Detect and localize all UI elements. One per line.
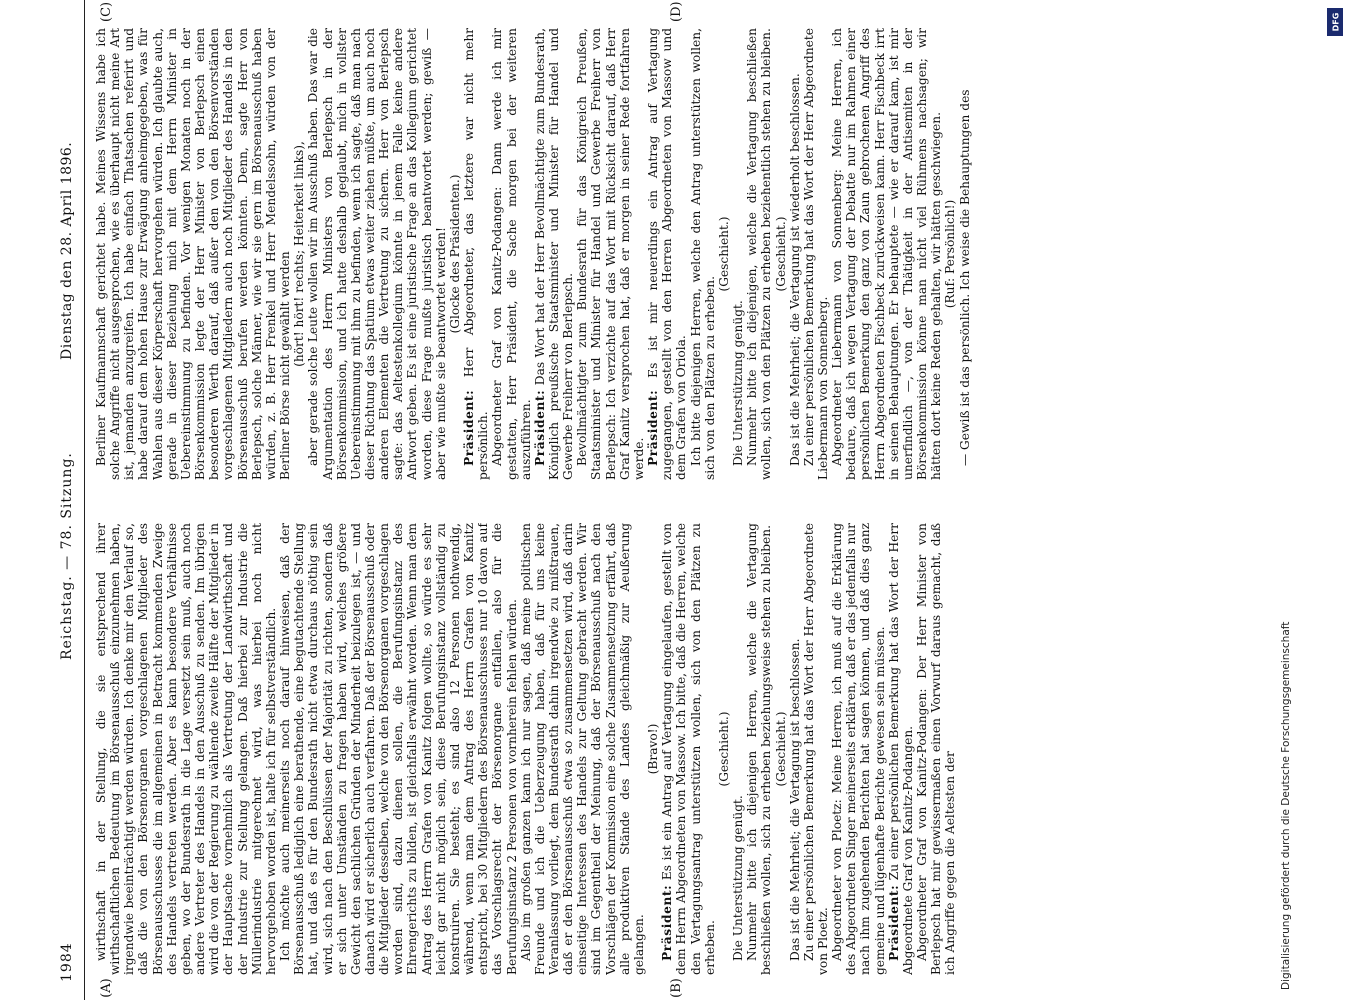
paragraph [94,523,278,975]
paragraph [788,28,802,480]
paragraph-text: Nunmehr bitte ich diejenigen, welche die Vertagung beschließen wollen, sich von den Plätzen zu erheben beziehentlich stehen zu bleiben. [745,28,774,480]
margin-mark-a: (A) [99,978,114,998]
paragraph-text: Zu einer persönlichen Bemerkung hat das Wort der Herr Abgeordnete Graf von Kanitz-Podangen. [886,523,915,975]
paragraph-text: Es ist ein Antrag auf Vertagung eingelaufen, gestellt von dem Herrn Abgeordneten von Massow. Ich bitte, daß die Herren, welche den Vertagungsantrag unterstützen wollen, sich von den Plätzen zu erheben. [660,523,717,975]
paragraph-text: Die Unterstützung genügt. [731,795,746,961]
paragraph-text: Nunmehr bitte ich diejenigen Herren, welche die Vertagung beschließen wollen, sich zu erheben beziehungsweise stehen zu bleiben. [745,523,774,975]
speaker-label: Präsident: [646,389,661,466]
paragraph-text: (Glocke des Präsidenten.) [447,174,462,334]
paragraph [462,28,490,480]
paragraph [278,523,519,975]
right-column [94,28,1244,480]
paragraph [830,28,943,480]
stage-direction [448,28,462,480]
paragraph-text: Bevollmächtigter zum Bundesrath für das Königreich Preußen, Staatsminister und Minister für Handel und Gewerbe Freiherr von Berlepsch: Ich verzichte auf das Wort mit Rücksicht darauf, daß Herr Graf Kanitz versprochen hat, daß er morgen in seiner Rede fortfahren werde. [575,28,646,480]
paragraph-text: Abgeordneter von Ploetz: Meine Herren, ich muß auf die Erklärung des Abgeordneten Singer meinerseits erklären, daß er das jedenfalls nur nach ihm zugehenden Berichten hat sagen können, und daß dies ganz gemeine und lügenhafte Berichte gewesen sein müssen. [830,523,887,975]
page-header [50,0,85,1000]
paragraph [958,28,972,480]
paragraph-text: Also im großen ganzen kann ich nur sagen, daß meine politischen Freunde und ich die Ueberzeugung haben, daß für uns keine Veranlassung vorliegt, dem Bundesrath dahin irgendwie zu mißtrauen, daß er den Börsenausschuß etwa so zusammensetzen wird, daß darin einseitige Interessen des Handels zur Geltung gebracht werden. Wir sind im Gegentheil der Meinung, daß der Börsenausschuß nach den Vorschlägen der Kommission eine solche Zusammensetzung erfährt, daß alle produktiven Stände des Landes gleichmäßig zur Aeußerung gelangen. [518,523,646,975]
paragraph-text: (Geschieht.) [773,711,788,787]
funding-credit: Digitalisierung gefördert durch die Deutsche Forschungsgemeinschaft [1280,621,1292,990]
paragraph [731,28,745,480]
paragraph [788,523,802,975]
speaker-label: Präsident: [660,884,675,961]
stage-direction [943,28,957,480]
speaker-label: Präsident: [532,389,547,466]
paragraph-text: Zu einer persönlichen Bemerkung hat das Wort der Herr Abgeordnete von Ploetz. [801,523,830,975]
paragraph [575,28,646,480]
paragraph [887,523,915,975]
paragraph-text: aber gerade solche Leute wollen wir im Ausschuß haben. Das war die Argumentation des Herrn Ministers von Berlepsch in der Börsenkommission, und ich hatte deshalb geglaubt, mich in vollster Uebereinstimmung mit ihm zu befinden, wenn ich sagte, daß man nach dieser Richtung das Spatium etwas weiter ziehen müßte, um auch noch anderen Elementen die Vertretung zu sichern. Herr von Berlepsch sagte: das Aeltestenkollegium könnte in jenem Falle keine andere Antwort geben. Es ist eine juristische Frage an das Kollegium gerichtet worden, diese Frage mußte juristisch beantwortet werden; gewiß — aber wie mußte sie beantwortet werden! [306,28,448,480]
paragraph-text: Zu einer persönlichen Bemerkung hat das Wort der Herr Abgeordnete Liebermann von Sonnenberg. [801,28,830,480]
paragraph [689,28,717,480]
paragraph-text: (Geschieht.) [773,216,788,292]
stage-direction [774,523,788,975]
stage-direction [292,28,306,480]
paragraph-text: (Geschieht.) [716,216,731,292]
paragraph-text: (Geschieht.) [716,711,731,787]
paragraph [490,28,532,480]
paragraph-text: Ich möchte auch meinerseits noch darauf hinweisen, daß der Börsenausschuß lediglich eine berathende, eine begutachtende Stellung hat, und daß es für den Bundesrath nicht etwa durchaus nöthig sein wird, sich nach den Beschlüssen der Majorität zu richten, sondern daß er sich unter Umständen zu fragen haben wird, welches größere Gewicht den sachlichen Gründen der Minderheit beizulegen ist, — und danach wird er sicherlich auch verfahren. Daß der Börsenausschuß oder die Mitglieder desselben, welche von den Börsenorganen vorgeschlagen worden sind, dazu dienen sollen, die Berufungsinstanz des Ehrengerichts zu bilden, ist gleichfalls erwähnt worden. Wenn man dem Antrag des Herrn Grafen von Kanitz folgen wollte, so würde es sehr leicht gar nicht möglich sein, diese Berufungsinstanz vollständig zu konstruiren. Sie besteht; es sind also 12 Personen nothwendig, während, wenn man dem Antrag des Herrn Grafen von Kanitz entspricht, bei 30 Mitgliedern des Börsenausschusses nur 10 davon auf das Vorschlagsrecht der Börsenorgane entfallen, also für die Berufungsinstanz 2 Personen von vornherein fehlen würden. [278,523,519,975]
paragraph-text: Die Unterstützung genügt. [731,300,746,466]
paragraph [915,523,957,975]
paragraph [519,523,646,975]
paragraph-text: Abgeordneter Graf von Kanitz-Podangen: Der Herr Minister von Berlepsch hat mir gewissermaßen einen Vorwurf daraus gemacht, daß ich Angriffe gegen die Aeltesten der [915,523,958,975]
paragraph-text: Ich bitte diejenigen Herren, welche den Antrag unterstützen wollen, sich von den Plätzen zu erheben. [688,28,717,480]
paragraph [660,523,717,975]
paragraph [745,523,773,975]
paragraph [830,523,887,975]
paragraph [802,28,830,480]
paragraph-text: (Bravo!) [646,723,661,775]
paragraph-text: Es ist mir neuerdings ein Antrag auf Vertagung zugegangen, gestellt von den Herren Abgeordneten von Massow und dem Grafen von Oriola. [646,28,689,480]
stage-direction [717,28,731,480]
paragraph [646,28,688,480]
paragraph [94,28,292,480]
dfg-logo: DFG [1327,8,1343,36]
speaker-label: Präsident: [886,884,901,961]
speaker-label: Präsident: [462,389,477,466]
paragraph [731,523,745,975]
session-date: Dienstag den 28. April 1896. [59,141,75,360]
paragraph [306,28,448,480]
paragraph-text: Herr Abgeordneter, das letztere war nicht mehr persönlich. [462,28,491,480]
stage-direction [646,523,660,975]
paragraph-text: — Gewiß ist das persönlich. Ich weise die Behauptungen des [957,89,972,466]
stage-direction [774,28,788,480]
rotated-document [50,0,1290,1000]
stage-direction [717,523,731,975]
paragraph-text: (hört! hört! rechts; Heiterkeit links), [292,141,307,367]
margin-mark-c: (C) [99,1,114,22]
paragraph-text: Das Wort hat der Herr Bevollmächtigte zum Bundesrath, Königlich preußische Staatsminister und Minister für Handel und Gewerbe Freiherr von Berlepsch. [532,28,576,480]
session-title: Reichstag. — 78. Sitzung. [59,452,75,660]
margin-mark-d: (D) [669,1,684,22]
paragraph-text: wirthschaft in der Stellung, die sie entsprechend ihrer wirthschaftlichen Bedeutung im Börsenausschuß einzunehmen haben, irgendwie beeinträchtigt werden würden. Ich denke mir den Verlauf so, daß die von den Börsenorganen vorgeschlagenen Mitglieder des Börsenausschusses die im allgemeinen in Betracht kommenden Zweige des Handels vertreten werden. Aber es kann besondere Verhältnisse geben, wo der Bundesrath in die Lage versetzt sein muß, auch noch andere Vertreter des Handels in den Ausschuß zu senden. Im übrigen wird die von der Regierung zu wählende zweite Hälfte der Mitglieder in der Hauptsache vornehmlich als Vertretung der Landwirthschaft und der Industrie zur Stellung gelangen. Daß hierbei zur Industrie die Müllerindustrie mitgerechnet wird, was hierbei noch nicht hervorgehoben worden ist, halte ich für selbstverständlich. [94,523,278,975]
paragraph [802,523,830,975]
paragraph-text: (Ruf: Persönlich!) [943,199,958,309]
paragraph-text: Abgeordneter Liebermann von Sonnenberg: Meine Herren, ich bedaure, daß ich wegen Vertagung der Debatte nur im Rahmen einer persönlichen Bemerkung den ganz von Zaun gebrochenen Angriff des Herrn Abgeordneten Fischbeck zurückweisen kann. Herr Fischbeck irrt in seinen Behauptungen. Er behauptete — wie er darauf kam, ist mir unerfindlich —, von der Thätigkeit in der Antisemiten in der Börsenkommission könne man nicht viel Rühmens nachsagen; wir hätten dort keine Reden gehalten, wir hätten geschwiegen. [830,28,944,480]
margin-mark-b: (B) [669,978,684,998]
paragraph-text: Berliner Kaufmannschaft gerichtet habe. Meines Wissens habe ich solche Angriffe nicht ausgesprochen, wie es überhaupt nicht meine Art ist, jemanden anzugreifen. Ich habe einfach Thatsachen referirt und habe darauf dem hohen Hause zur Erwägung anheimgegeben, was für Wahlen aus dieser Körperschaft hervorgehen würden. Ich glaubte auch, gerade in dieser Beziehung mich mit dem Herrn Minister in Uebereinstimmung zu befinden. Vor wenigen Monaten noch in der Börsenkommission legte der Herr Minister von Berlepsch einen besonderen Werth darauf, daß außer den von den Börsenvorständen vorgeschlagenen Mitgliedern auch noch Mitglieder des Handels in den Börsenausschuß berufen werden könnten. Denn, sagte Herr von Berlepsch, solche Männer, wie wir sie gern im Börsenausschuß haben würden, z. B. Herr Frenkel und Herr Mendelssohn, würden von der Berliner Börse nicht gewählt werden [94,28,293,480]
paragraph [745,28,773,480]
paragraph-text: Abgeordneter Graf von Kanitz-Podangen: Dann werde ich mir gestatten, Herr Präsident, die Sache morgen bei der weiteren auszuführen. [490,28,533,480]
paragraph-text: Das ist die Mehrheit; die Vertagung ist beschlossen. [787,638,802,961]
page-number: 1984 [59,942,75,982]
paragraph-text: Das ist die Mehrheit; die Vertagung ist wiederholt beschlossen. [787,73,802,466]
left-column [94,523,1244,975]
paragraph [533,28,575,480]
